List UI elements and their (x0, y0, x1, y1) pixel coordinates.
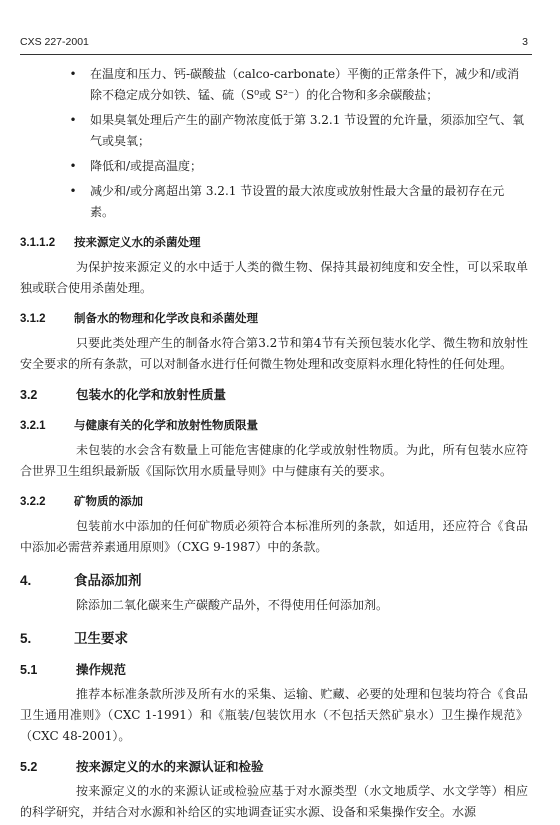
section-number: 3.2.1 (20, 420, 46, 432)
bullet-icon: • (69, 113, 77, 127)
section-heading-5-2 (20, 756, 528, 778)
page-header (20, 36, 528, 52)
section-number: 3.2 (20, 388, 38, 402)
list-item (20, 64, 528, 106)
section-title: 操作规范 (76, 662, 127, 677)
page-number: 3 (522, 36, 528, 48)
section-title: 按来源定义的水的来源认证和检验 (76, 759, 264, 774)
header-rule (20, 54, 532, 55)
section-title: 卫生要求 (74, 631, 128, 647)
treatment-bullet-list (20, 64, 528, 223)
document-body (20, 64, 528, 825)
section-heading-5-1 (20, 659, 528, 681)
section-title: 制备水的物理和化学改良和杀菌处理 (74, 311, 258, 325)
section-number: 5.1 (20, 663, 38, 677)
document-code: CXS 227-2001 (20, 36, 89, 48)
section-paragraph: 未包装的水会含有数量上可能危害健康的化学或放射性物质。为此，所有包装水应符合世界卫生组织最新版《国际饮用水质量导则》中与健康有关的要求。 (20, 443, 528, 478)
section-heading-3-2-1 (20, 415, 528, 437)
section-paragraph: 包装前水中添加的任何矿物质必须符合本标准所列的条款，如适用，还应符合《食品中添加必需营养素通用原则》（CXG 9-1987）中的条款。 (20, 519, 528, 554)
section-paragraph: 除添加二氧化碳来生产碳酸产品外，不得使用任何添加剂。 (76, 598, 389, 612)
list-item-text: 在温度和压力、钙-碳酸盐（calco-carbonate）平衡的正常条件下，减少和/或消除不稳定成分如铁、锰、硫（S⁰或 S²⁻）的化合物和多余碳酸盐； (90, 67, 520, 102)
section-number: 5. (20, 631, 32, 646)
list-item (20, 181, 528, 223)
section-paragraph: 推荐本标准条款所涉及所有水的采集、运输、贮藏、必要的处理和包装均符合《食品卫生通用准则》（CXC 1-1991）和《瓶装/包装饮用水（不包括天然矿泉水）卫生操作规范》（CXC 48-2001）。 (20, 687, 528, 743)
bullet-icon: • (69, 184, 77, 198)
section-heading-5 (20, 628, 528, 650)
list-item-text: 如果臭氧处理后产生的副产物浓度低于第 3.2.1 节设置的允许量，须添加空气、氧气或臭氧； (90, 113, 525, 148)
section-number: 3.1.1.2 (20, 237, 56, 249)
section-paragraph: 只要此类处理产生的制备水符合第3.2节和第4节有关预包装水化学、微生物和放射性安全要求的所有条款，可以对制备水进行任何微生物处理和改变原料水理化特性的任何处理。 (20, 336, 528, 371)
list-item (20, 156, 528, 177)
section-heading-3-1-2 (20, 308, 528, 330)
section-number: 4. (20, 573, 32, 588)
section-title: 包装水的化学和放射性质量 (76, 387, 227, 402)
section-paragraph: 为保护按来源定义的水中适于人类的微生物、保持其最初纯度和安全性，可以采取单独或联合使用杀菌处理。 (20, 260, 528, 295)
section-number: 3.2.2 (20, 496, 46, 508)
section-heading-3-2-2 (20, 491, 528, 513)
section-title: 食品添加剂 (74, 573, 142, 589)
section-heading-3-1-1-2 (20, 232, 528, 254)
section-paragraph: 按来源定义的水的来源认证或检验应基于对水源类型（水文地质学、水文学等）相应的科学研究，并结合对水源和补给区的实地调查证实水源、设备和采集操作安全。水源 (20, 784, 528, 819)
section-number: 3.1.2 (20, 313, 46, 325)
section-heading-4 (20, 570, 528, 592)
section-title: 与健康有关的化学和放射性物质限量 (74, 418, 258, 432)
list-item (20, 110, 528, 152)
section-heading-3-2 (20, 384, 528, 406)
list-item-text: 减少和/或分离超出第 3.2.1 节设置的最大浓度或放射性最大含量的最初存在元素。 (90, 184, 505, 219)
section-title: 矿物质的添加 (74, 494, 143, 508)
list-item-text: 降低和/或提高温度； (90, 159, 203, 173)
section-title: 按来源定义水的杀菌处理 (74, 235, 201, 249)
bullet-icon: • (69, 67, 77, 81)
section-number: 5.2 (20, 760, 38, 774)
bullet-icon: • (69, 159, 77, 173)
